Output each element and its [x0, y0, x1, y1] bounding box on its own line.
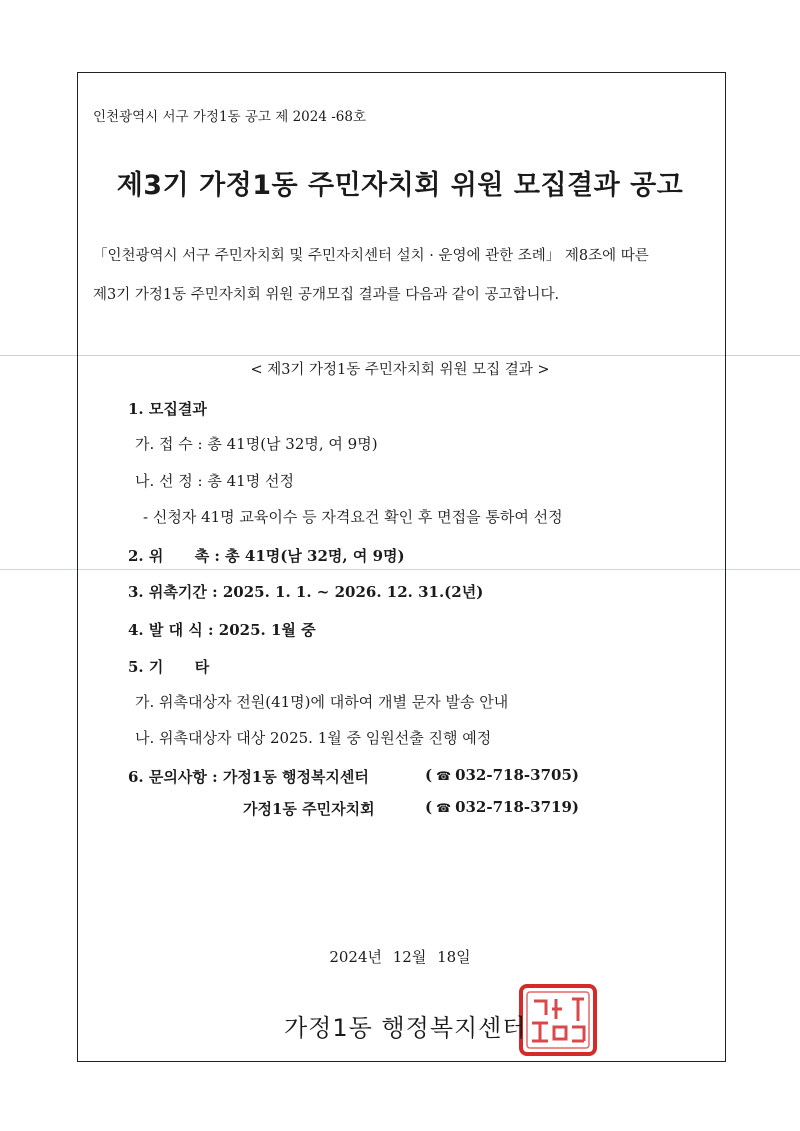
item-ceremony: 4. 발 대 식 : 2025. 1월 중 [128, 621, 316, 639]
item-selection: 나. 선 정 : 총 41명 선정 [135, 472, 294, 490]
official-seal-icon [518, 983, 598, 1057]
item-appointment: 2. 위 촉 : 총 41명(남 32명, 여 9명) [128, 547, 405, 565]
contact-phone-2-number: 032-718-3719 [455, 798, 572, 816]
contact-phone-1-number: 032-718-3705 [455, 766, 572, 784]
contact-org-2: 가정1동 주민자치회 [243, 800, 375, 818]
telephone-icon: ☎ [436, 801, 452, 815]
issue-date: 2024년 12월 18일 [329, 948, 471, 966]
item-others-a: 가. 위촉대상자 전원(41명)에 대하여 개별 문자 발송 안내 [135, 693, 509, 711]
result-heading: < 제3기 가정1동 주민자치회 위원 모집 결과 > [250, 362, 550, 378]
telephone-icon: ☎ [436, 769, 452, 783]
contact-phone-2: ( ☎ 032-718-3719) [425, 798, 579, 816]
item-term: 3. 위촉기간 : 2025. 1. 1. ~ 2026. 12. 31.(2년) [128, 583, 484, 601]
item-contact-label: 6. 문의사항 : 가정1동 행정복지센터 [128, 768, 369, 786]
item-others: 5. 기 타 [128, 658, 210, 676]
item-others-b: 나. 위촉대상자 대상 2025. 1월 중 임원선출 진행 예정 [135, 729, 492, 747]
issuing-office: 가정1동 행정복지센터 [284, 1014, 527, 1042]
intro-line-1: 「인천광역시 서구 주민자치회 및 주민자치센터 설치 · 운영에 관한 조례」 제8조에 따른 [93, 248, 649, 264]
intro-line-2: 제3기 가정1동 주민자치회 위원 공개모집 결과를 다음과 같이 공고합니다. [93, 287, 560, 303]
document-title: 제3기 가정1동 주민자치회 위원 모집결과 공고 [116, 170, 684, 201]
item-reception: 가. 접 수 : 총 41명(남 32명, 여 9명) [135, 435, 378, 453]
contact-phone-1: ( ☎ 032-718-3705) [425, 766, 579, 784]
item-recruit-result: 1. 모집결과 [128, 400, 207, 418]
document-border [77, 72, 726, 1062]
item-selection-note: - 신청자 41명 교육이수 등 자격요건 확인 후 면접을 통하여 선정 [143, 508, 563, 526]
notice-number: 인천광역시 서구 가정1동 공고 제 2024 -68호 [93, 109, 367, 125]
